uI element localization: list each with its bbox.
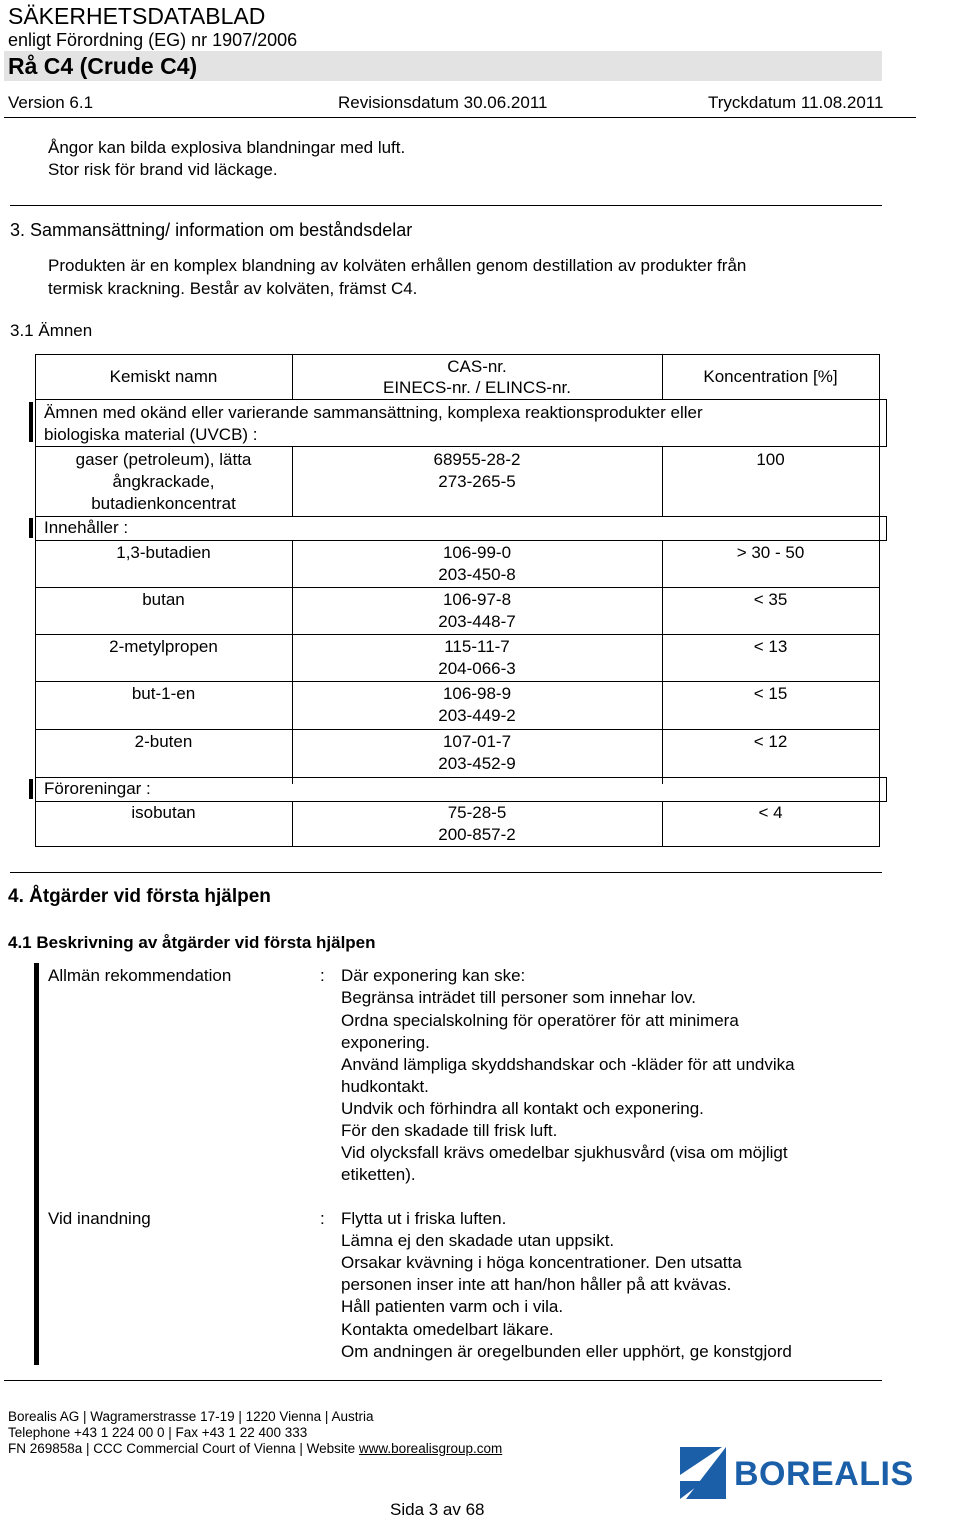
inhalation-line: Flytta ut i friska luften. (341, 1209, 507, 1228)
row-cas: 75-28-5 (447, 803, 507, 822)
version: Version 6.1 (8, 93, 94, 112)
product-name: Rå C4 (Crude C4) (8, 53, 198, 79)
regulation: enligt Förordning (EG) nr 1907/2006 (8, 30, 298, 50)
general-line: Ordna specialskolning för operatörer för att minimera (341, 1011, 739, 1030)
col-header-ec: EINECS-nr. / ELINCS-nr. (383, 378, 571, 397)
intro-line-2: Stor risk för brand vid läckage. (48, 160, 278, 179)
row-name: 2-metylpropen (109, 637, 218, 656)
general-line: hudkontakt. (341, 1077, 429, 1096)
uvcb-line-2: biologiska material (UVCB) : (44, 425, 258, 444)
main-cas: 68955-28-2 (433, 450, 521, 469)
uvcb-line-1: Ämnen med okänd eller varierande sammansättning, komplexa reaktionsprodukter eller (44, 403, 703, 422)
section-rule (10, 872, 882, 873)
footer-address: Borealis AG | Wagramerstrasse 17-19 | 1220 Vienna | Austria (8, 1409, 374, 1424)
col-header-cas: CAS-nr. (447, 357, 507, 376)
general-line: Begränsa inträdet till personer som innehar lov. (341, 988, 696, 1007)
section-rule (10, 205, 882, 206)
inhalation-line: personen inser inte att han/hon håller på att kvävas. (341, 1275, 732, 1294)
section3-sub-heading: 3.1 Ämnen (10, 321, 93, 340)
row-cas: 106-97-8 (442, 590, 512, 609)
inhalation-line: Kontakta omedelbart läkare. (341, 1320, 554, 1339)
section3-desc-1: Produkten är en komplex blandning av kolväten erhållen genom destillation av produkter från (48, 256, 747, 275)
main-name-2: ångkrackade, (112, 472, 215, 491)
general-line: Undvik och förhindra all kontakt och exponering. (341, 1099, 704, 1118)
main-conc: 100 (756, 450, 785, 469)
contains-label: Innehåller : (44, 518, 129, 537)
main-name-3: butadienkoncentrat (91, 494, 236, 513)
row-conc: < 13 (753, 637, 788, 656)
footer-phone: Telephone +43 1 224 00 0 | Fax +43 1 22 400 333 (8, 1425, 308, 1440)
intro-line-1: Ångor kan bilda explosiva blandningar med luft. (48, 138, 406, 157)
page-number: Sida 3 av 68 (390, 1500, 485, 1519)
website-link[interactable]: www.borealisgroup.com (358, 1441, 503, 1456)
doc-title: SÄKERHETSDATABLAD (8, 3, 266, 29)
row-cas: 106-99-0 (442, 543, 512, 562)
row-conc: > 30 - 50 (736, 543, 805, 562)
inhalation-line: Lämna ej den skadade utan uppsikt. (341, 1231, 615, 1250)
row-ec: 203-452-9 (438, 754, 516, 773)
footer-registration-text: FN 269858a | CCC Commercial Court of Vienna | Website (8, 1441, 359, 1456)
row-name: 1,3-butadien (116, 543, 211, 562)
general-line: Vid olycksfall krävs omedelbar sjukhusvård (visa om möjligt (341, 1143, 788, 1162)
general-label: Allmän rekommendation (48, 966, 232, 985)
row-conc: < 12 (753, 732, 788, 751)
inhalation-colon: : (320, 1209, 325, 1228)
row-name: isobutan (131, 803, 196, 822)
row-ec: 200-857-2 (438, 825, 516, 844)
print-date: Tryckdatum 11.08.2011 (708, 93, 884, 112)
row-ec: 204-066-3 (438, 659, 516, 678)
row-cas: 107-01-7 (442, 732, 512, 751)
inhalation-line: Om andningen är oregelbunden eller upphört, ge konstgjord (341, 1342, 792, 1361)
general-line: Använd lämpliga skyddshandskar och -kläder för att undvika (341, 1055, 795, 1074)
general-line: exponering. (341, 1033, 430, 1052)
row-name: but-1-en (131, 684, 196, 703)
footer-registration (8, 1441, 502, 1456)
row-cas: 115-11-7 (444, 637, 510, 656)
general-line: etiketten). (341, 1165, 416, 1184)
row-cas: 106-98-9 (442, 684, 512, 703)
header-rule (4, 117, 916, 118)
row-name: 2-buten (134, 732, 193, 751)
row-name: butan (142, 590, 185, 609)
col-header-conc: Koncentration [%] (703, 367, 838, 386)
inhalation-line: Orsakar kvävning i höga koncentrationer. Den utsatta (341, 1253, 742, 1272)
general-line: För den skadade till frisk luft. (341, 1121, 558, 1140)
row-conc: < 4 (758, 803, 783, 822)
footer-rule (4, 1380, 882, 1381)
section4-heading: 4. Åtgärder vid första hjälpen (8, 886, 271, 907)
inhalation-label: Vid inandning (48, 1209, 151, 1228)
logo-text: BOREALIS (734, 1455, 914, 1493)
first-aid-bar (34, 963, 39, 1365)
col-header-name: Kemiskt namn (109, 367, 218, 386)
inhalation-line: Håll patienten varm och i vila. (341, 1297, 564, 1316)
general-colon: : (320, 966, 325, 985)
main-name-1: gaser (petroleum), lätta (75, 450, 252, 469)
section4-sub-heading: 4.1 Beskrivning av åtgärder vid första hjälpen (8, 933, 376, 952)
row-conc: < 15 (753, 684, 788, 703)
row-ec: 203-448-7 (438, 612, 516, 631)
borealis-logo (678, 1445, 956, 1501)
main-ec: 273-265-5 (438, 472, 516, 491)
row-ec: 203-450-8 (438, 565, 516, 584)
row-ec: 203-449-2 (438, 706, 516, 725)
general-line: Där exponering kan ske: (341, 966, 526, 985)
section3-desc-2: termisk krackning. Består av kolväten, främst C4. (48, 279, 418, 298)
row-conc: < 35 (753, 590, 788, 609)
revision-date: Revisionsdatum 30.06.2011 (338, 93, 548, 112)
impurities-label: Föroreningar : (44, 779, 151, 798)
section3-heading: 3. Sammansättning/ information om beståndsdelar (10, 220, 413, 240)
